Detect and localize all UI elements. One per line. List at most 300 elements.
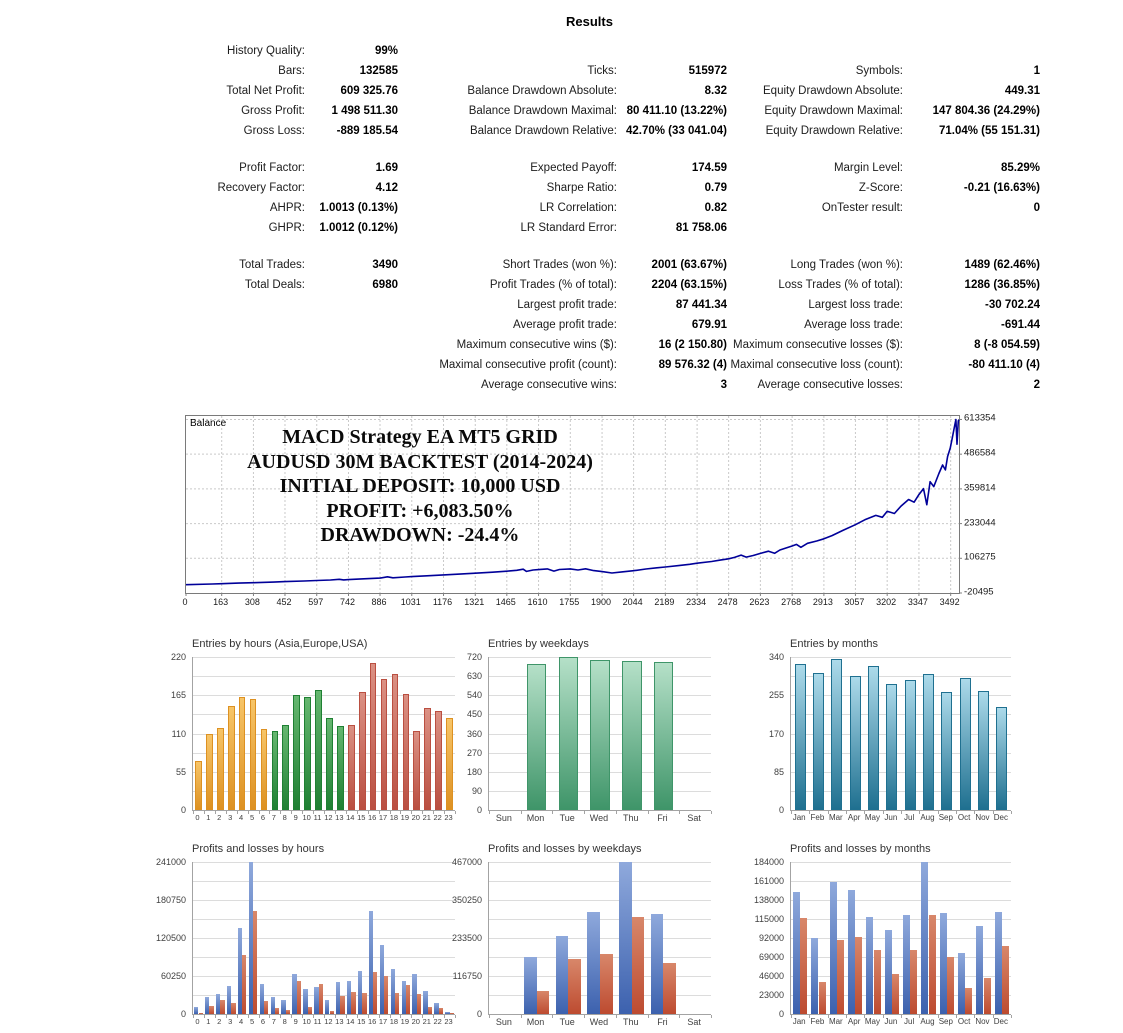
balance-x-tick-label: 2623 (749, 597, 770, 607)
stat-label: Profit Factor: (239, 162, 305, 174)
stats-row (185, 218, 1040, 238)
y-axis-label: 467000 (451, 857, 482, 867)
gridline (489, 900, 711, 901)
profit-bar (940, 913, 947, 1014)
x-axis-label: Thu (622, 813, 639, 823)
x-axis-label: 23 (444, 1017, 453, 1026)
stat-label: OnTester result: (821, 202, 903, 214)
stat-value: 89 576.32 (4) (658, 359, 727, 371)
balance-x-tick-label: 1900 (591, 597, 612, 607)
stat-value: 1.69 (375, 162, 398, 174)
stats-row (185, 335, 1040, 355)
gridline (193, 938, 455, 939)
stat-value: 1.0012 (0.12%) (319, 222, 398, 234)
loss-bar (264, 1001, 268, 1014)
x-axis-label: 2 (217, 1017, 222, 1026)
balance-x-tick-label: 1176 (432, 597, 453, 607)
profits-losses-by-hours-chart (140, 843, 455, 1028)
y-axis-label: 180750 (155, 895, 186, 905)
y-axis-label: 180 (466, 766, 482, 777)
entries-bar (337, 726, 344, 810)
loss-bar (417, 994, 421, 1014)
y-axis-label: 241000 (155, 857, 186, 867)
chart-title: Profits and losses by months (790, 843, 931, 855)
stat-value: 609 325.76 (340, 85, 398, 97)
loss-bar (929, 915, 936, 1014)
balance-x-tick-label: 0 (182, 597, 188, 607)
entries-bar (195, 761, 202, 810)
y-axis-label: 85 (773, 766, 784, 777)
axis-tick (1011, 1015, 1012, 1018)
stat-value: 85.29% (1000, 162, 1040, 174)
x-axis-label: 7 (271, 1017, 276, 1026)
x-axis-label: 18 (389, 813, 399, 822)
x-axis-label: 2 (217, 813, 222, 822)
gridline (193, 881, 455, 882)
stat-label: Bars: (278, 65, 305, 77)
stat-value: 3490 (372, 259, 398, 271)
profit-bar (866, 917, 873, 1015)
x-axis-label: 7 (271, 813, 276, 822)
profit-bar (995, 912, 1002, 1014)
gridline (193, 695, 455, 696)
x-axis-label: Sat (687, 1017, 701, 1027)
stat-label: GHPR: (268, 222, 305, 234)
entries-bar (905, 680, 916, 810)
chart-title: Profits and losses by weekdays (488, 843, 642, 855)
stat-label: Balance Drawdown Maximal: (468, 105, 617, 117)
y-axis-label: 0 (778, 805, 784, 815)
stats-row (185, 158, 1040, 178)
x-axis-label: 9 (293, 813, 298, 822)
loss-bar (330, 1011, 334, 1014)
stat-value: 1286 (36.85%) (964, 279, 1040, 291)
gridline (791, 881, 1011, 882)
y-axis (438, 652, 488, 815)
results-table (185, 41, 1040, 412)
stat-label: LR Correlation: (539, 202, 617, 214)
loss-bar (947, 957, 954, 1014)
gridline (193, 862, 455, 863)
y-axis (438, 857, 488, 1019)
stat-label: Gross Loss: (243, 125, 305, 137)
loss-bar (384, 976, 388, 1014)
loss-bar (910, 950, 917, 1014)
profit-bar (556, 936, 569, 1014)
y-axis-label: 60250 (160, 971, 186, 981)
loss-bar (406, 985, 410, 1014)
entries-bar (359, 692, 366, 810)
y-axis-label: 165 (170, 690, 186, 701)
balance-x-tick-label: 1465 (495, 597, 516, 607)
balance-x-tick-label: 2189 (654, 597, 675, 607)
stat-label: Profit Trades (% of total): (489, 279, 617, 291)
x-axis-label: 16 (367, 813, 377, 822)
loss-bar (231, 1003, 235, 1014)
entries-bar (559, 657, 579, 810)
gridline (489, 881, 711, 882)
stat-label: Recovery Factor: (217, 182, 305, 194)
plot-area (488, 862, 711, 1015)
balance-x-tick-label: 2334 (686, 597, 707, 607)
stats-row (185, 355, 1040, 375)
x-axis-label: Jun (884, 1017, 898, 1026)
balance-chart-plot (185, 415, 960, 594)
profit-bar (958, 953, 965, 1014)
gridline (193, 676, 455, 677)
stat-label: Largest loss trade: (808, 299, 903, 311)
x-axis-label: 12 (324, 1017, 333, 1026)
gridline (791, 862, 1011, 863)
x-axis-label: 13 (335, 813, 344, 822)
profit-bar (619, 862, 632, 1014)
stat-value: 2001 (63.67%) (651, 259, 727, 271)
balance-x-tick-label: 1610 (527, 597, 548, 607)
y-axis-label: 270 (466, 747, 482, 758)
entries-bar (261, 729, 268, 810)
x-axis-label: Dec (993, 1017, 1008, 1026)
x-axis-label: 12 (324, 813, 333, 822)
stats-row (185, 41, 1040, 61)
x-axis-label: 10 (302, 1017, 311, 1026)
x-axis-label: 10 (302, 813, 311, 822)
loss-bar (663, 963, 676, 1014)
y-axis-label: 23000 (758, 990, 784, 1000)
x-axis-label: 14 (346, 813, 355, 822)
x-axis-label: May (864, 1017, 880, 1026)
entries-bar (228, 706, 235, 810)
axis-tick (711, 1015, 712, 1018)
entries-bar (282, 725, 289, 811)
x-axis-label: Dec (993, 813, 1008, 822)
x-axis-label: Apr (847, 1017, 861, 1026)
x-axis-label: 3 (228, 1017, 233, 1026)
x-axis-label: 22 (433, 1017, 442, 1026)
y-axis-label: 115000 (754, 914, 784, 924)
loss-bar (319, 984, 323, 1014)
profit-bar (976, 926, 983, 1014)
x-axis-label: 8 (282, 1017, 287, 1026)
loss-bar (362, 993, 366, 1014)
overlay-line-symbol: AUDUSD 30M BACKTEST (2014-2024) (247, 450, 593, 473)
profit-bar (903, 915, 910, 1014)
entries-bar (293, 695, 300, 810)
entries-bar (527, 664, 547, 810)
loss-bar (351, 992, 355, 1014)
x-axis (790, 1015, 1010, 1028)
x-axis-label: 5 (249, 1017, 255, 1026)
overlay-line-deposit: INITIAL DEPOSIT: 10,000 USD (279, 475, 561, 497)
x-axis-label: Mon (526, 1017, 545, 1027)
entries-bar (978, 691, 989, 810)
y-axis-label: 55 (175, 766, 186, 777)
x-axis-label: Oct (957, 1017, 971, 1026)
balance-x-tick-label: 2913 (812, 597, 833, 607)
stat-value: 1.0013 (0.13%) (319, 202, 398, 214)
stat-value: -889 185.54 (336, 125, 398, 137)
x-axis-label: Nov (975, 813, 990, 822)
y-axis-label: 340 (768, 652, 784, 662)
balance-y-tick-label: 359814 (964, 482, 996, 494)
y-axis-label: 720 (466, 652, 482, 662)
x-axis-label: 19 (400, 813, 409, 822)
stat-label: Loss Trades (% of total): (778, 279, 903, 291)
entries-bar (413, 731, 420, 810)
stats-row (185, 178, 1040, 198)
y-axis-label: 0 (180, 1009, 186, 1019)
y-axis-label: 360 (466, 728, 482, 739)
stat-label: Long Trades (won %): (790, 259, 903, 271)
stat-value: -691.44 (1000, 319, 1040, 331)
entries-bar (850, 676, 861, 810)
profit-bar (651, 914, 664, 1014)
x-axis-label: 20 (411, 1017, 420, 1026)
loss-bar (199, 1013, 203, 1014)
y-axis (735, 857, 790, 1019)
chart-title: Entries by weekdays (488, 638, 589, 650)
loss-bar (275, 1008, 279, 1014)
balance-y-axis (964, 412, 1024, 598)
stat-label: Expected Payoff: (530, 162, 617, 174)
x-axis-label: Fri (657, 1017, 668, 1027)
balance-x-tick-label: 2044 (622, 597, 643, 607)
stat-label: Average profit trade: (513, 319, 617, 331)
entries-bar (923, 674, 934, 810)
stat-value: 0.82 (704, 202, 727, 214)
x-axis-label: Mar (828, 813, 843, 822)
x-axis-label: 8 (282, 813, 287, 822)
stat-label: Average consecutive losses: (757, 379, 903, 391)
stat-value: 0 (1033, 202, 1040, 214)
loss-bar (242, 955, 246, 1014)
entries-bar (590, 660, 610, 810)
x-axis-label: Wed (589, 1017, 609, 1027)
page-title: Results (566, 14, 613, 29)
loss-bar (428, 1007, 432, 1014)
stat-value: 2204 (63.15%) (651, 279, 727, 291)
loss-bar (209, 1006, 213, 1014)
entries-bar (960, 678, 971, 810)
balance-y-tick-label: 233044 (964, 517, 996, 529)
stats-row (185, 121, 1040, 141)
x-axis-label: Feb (810, 1017, 825, 1026)
loss-bar (874, 950, 881, 1014)
stat-label: Maximum consecutive wins ($): (456, 339, 617, 351)
stats-row (185, 255, 1040, 275)
stat-label: History Quality: (227, 45, 305, 57)
gridline (489, 657, 711, 658)
stat-label: Symbols: (855, 65, 903, 77)
entries-bar (304, 697, 311, 810)
x-axis-label: 16 (367, 1017, 377, 1026)
stats-row (185, 295, 1040, 315)
profit-bar (793, 892, 800, 1014)
x-axis-label: 6 (260, 1017, 266, 1026)
stats-row (185, 315, 1040, 335)
x-axis-label: Jul (904, 813, 915, 822)
x-axis-label: Tue (559, 1017, 575, 1027)
stat-label: Maximal consecutive loss (count): (730, 359, 903, 371)
x-axis-label: Wed (589, 813, 609, 823)
balance-x-tick-label: 3202 (876, 597, 897, 607)
gridline (489, 938, 711, 939)
overlay-line-profit: PROFIT: +6,083.50% (326, 499, 514, 522)
overlay-line-drawdown: DRAWDOWN: -24.4% (320, 524, 520, 546)
entries-bar (403, 694, 410, 810)
profit-bar (587, 912, 600, 1014)
entries-bar (424, 708, 431, 810)
stat-value: 1 (1033, 65, 1040, 77)
profit-bar (921, 862, 928, 1014)
y-axis-label: 0 (476, 805, 482, 815)
balance-y-tick-label: 106275 (964, 551, 996, 563)
profits-losses-by-weekdays-chart (438, 843, 711, 1028)
stats-row (185, 81, 1040, 101)
balance-y-tick-label: 613354 (964, 412, 996, 424)
balance-x-tick-label: 2478 (717, 597, 738, 607)
stat-value: 71.04% (55 151.31) (938, 125, 1040, 137)
y-axis-label: 90 (471, 785, 482, 796)
profit-bar (524, 957, 537, 1014)
plot-area (192, 862, 455, 1015)
x-axis-label: Jul (904, 1017, 915, 1026)
x-axis-label: 11 (313, 813, 322, 822)
y-axis-label: 540 (466, 690, 482, 701)
stat-value: 81 758.06 (675, 222, 727, 234)
x-axis (192, 1015, 454, 1028)
stat-label: Sharpe Ratio: (546, 182, 617, 194)
stat-label: Margin Level: (833, 162, 903, 174)
loss-bar (984, 978, 991, 1014)
y-axis-label: 184000 (753, 857, 784, 867)
entries-bar (272, 731, 279, 810)
stat-value: 1 498 511.30 (331, 105, 398, 117)
loss-bar (819, 982, 826, 1014)
gridline (193, 919, 455, 920)
loss-bar (286, 1010, 290, 1014)
x-axis-label: Jun (884, 813, 898, 822)
overlay-line-strategy: MACD Strategy EA MT5 GRID (282, 426, 558, 448)
stat-label: Total Net Profit: (226, 85, 305, 97)
entries-bar (381, 679, 388, 810)
stats-row (185, 375, 1040, 395)
x-axis-label: Apr (847, 813, 861, 822)
loss-bar (632, 917, 645, 1014)
y-axis-label: 450 (466, 709, 482, 720)
x-axis-label: 4 (239, 813, 244, 822)
entries-bar (622, 661, 642, 810)
x-axis (488, 1015, 710, 1028)
stat-value: -0.21 (16.63%) (963, 182, 1040, 194)
balance-y-tick-label: -20495 (964, 586, 994, 598)
balance-x-tick-label: 742 (339, 597, 355, 607)
y-axis-label: 220 (170, 652, 186, 662)
stats-row (185, 275, 1040, 295)
stat-label: Maximal consecutive profit (count): (439, 359, 617, 371)
entries-bar (886, 684, 897, 810)
x-axis-label: 13 (335, 1017, 344, 1026)
stat-value: 1489 (62.46%) (964, 259, 1040, 271)
stat-value: 8 (-8 054.59) (974, 339, 1040, 351)
x-axis-label: 15 (357, 1017, 366, 1026)
stat-label: LR Standard Error: (520, 222, 617, 234)
y-axis-label: 0 (476, 1009, 482, 1019)
x-axis-label: Jan (792, 813, 806, 822)
x-axis-label: Tue (559, 813, 575, 823)
x-axis-label: 14 (346, 1017, 355, 1026)
x-axis-label: Thu (622, 1017, 639, 1027)
plot-area (192, 657, 455, 811)
balance-y-tick-label: 486584 (964, 447, 996, 459)
y-axis-label: 92000 (758, 933, 784, 943)
stat-value: 3 (720, 379, 727, 391)
x-axis-label: Jan (792, 1017, 806, 1026)
loss-bar (837, 940, 844, 1014)
balance-x-tick-label: 163 (213, 597, 229, 607)
x-axis-label: Sep (938, 813, 953, 822)
y-axis-label: 46000 (758, 971, 784, 981)
stat-label: Equity Drawdown Relative: (765, 125, 903, 137)
gridline (489, 919, 711, 920)
x-axis-label: Oct (957, 813, 971, 822)
y-axis-label: 350250 (451, 895, 482, 905)
entries-bar (868, 666, 879, 810)
stat-label: Average loss trade: (804, 319, 903, 331)
gridline (791, 900, 1011, 901)
stat-label: Total Trades: (239, 259, 305, 271)
stat-value: -80 411.10 (4) (968, 359, 1040, 371)
stat-value: 2 (1033, 379, 1040, 391)
loss-bar (800, 918, 807, 1014)
y-axis-label: 69000 (758, 952, 784, 962)
stat-value: 147 804.36 (24.29%) (932, 105, 1040, 117)
loss-bar (308, 1007, 312, 1014)
entries-bar (348, 725, 355, 811)
plot-area (790, 657, 1011, 811)
stat-value: 99% (374, 45, 398, 57)
y-axis-label: 0 (778, 1009, 784, 1019)
y-axis-label: 0 (180, 805, 186, 815)
x-axis-label: 17 (378, 1017, 388, 1026)
y-axis (140, 652, 192, 815)
gridline (489, 862, 711, 863)
entries-bar (813, 673, 824, 810)
chart-title: Profits and losses by hours (192, 843, 325, 855)
entries-bar (250, 699, 257, 810)
stat-value: 449.31 (1004, 85, 1040, 97)
y-axis-label: 110 (171, 728, 186, 739)
stat-label: Short Trades (won %): (502, 259, 617, 271)
stat-value: 8.32 (704, 85, 727, 97)
chart-title: Entries by hours (Asia,Europe,USA) (192, 638, 368, 650)
entries-bar (996, 707, 1007, 810)
y-axis-label: 161000 (753, 876, 784, 886)
x-axis-label: Aug (920, 1017, 935, 1026)
gridline (791, 657, 1011, 658)
entries-bar (206, 734, 213, 811)
loss-bar (340, 996, 344, 1014)
x-axis-label: Fri (657, 813, 668, 823)
stats-group (185, 158, 1040, 238)
loss-bar (395, 993, 399, 1014)
stat-value: 80 411.10 (13.22%) (626, 105, 727, 117)
loss-bar (537, 991, 550, 1014)
stat-value: 42.70% (33 041.04) (625, 125, 727, 137)
profit-bar (830, 882, 837, 1014)
stat-label: Z-Score: (858, 182, 903, 194)
stats-group (185, 41, 1040, 141)
stat-label: Total Deals: (244, 279, 305, 291)
